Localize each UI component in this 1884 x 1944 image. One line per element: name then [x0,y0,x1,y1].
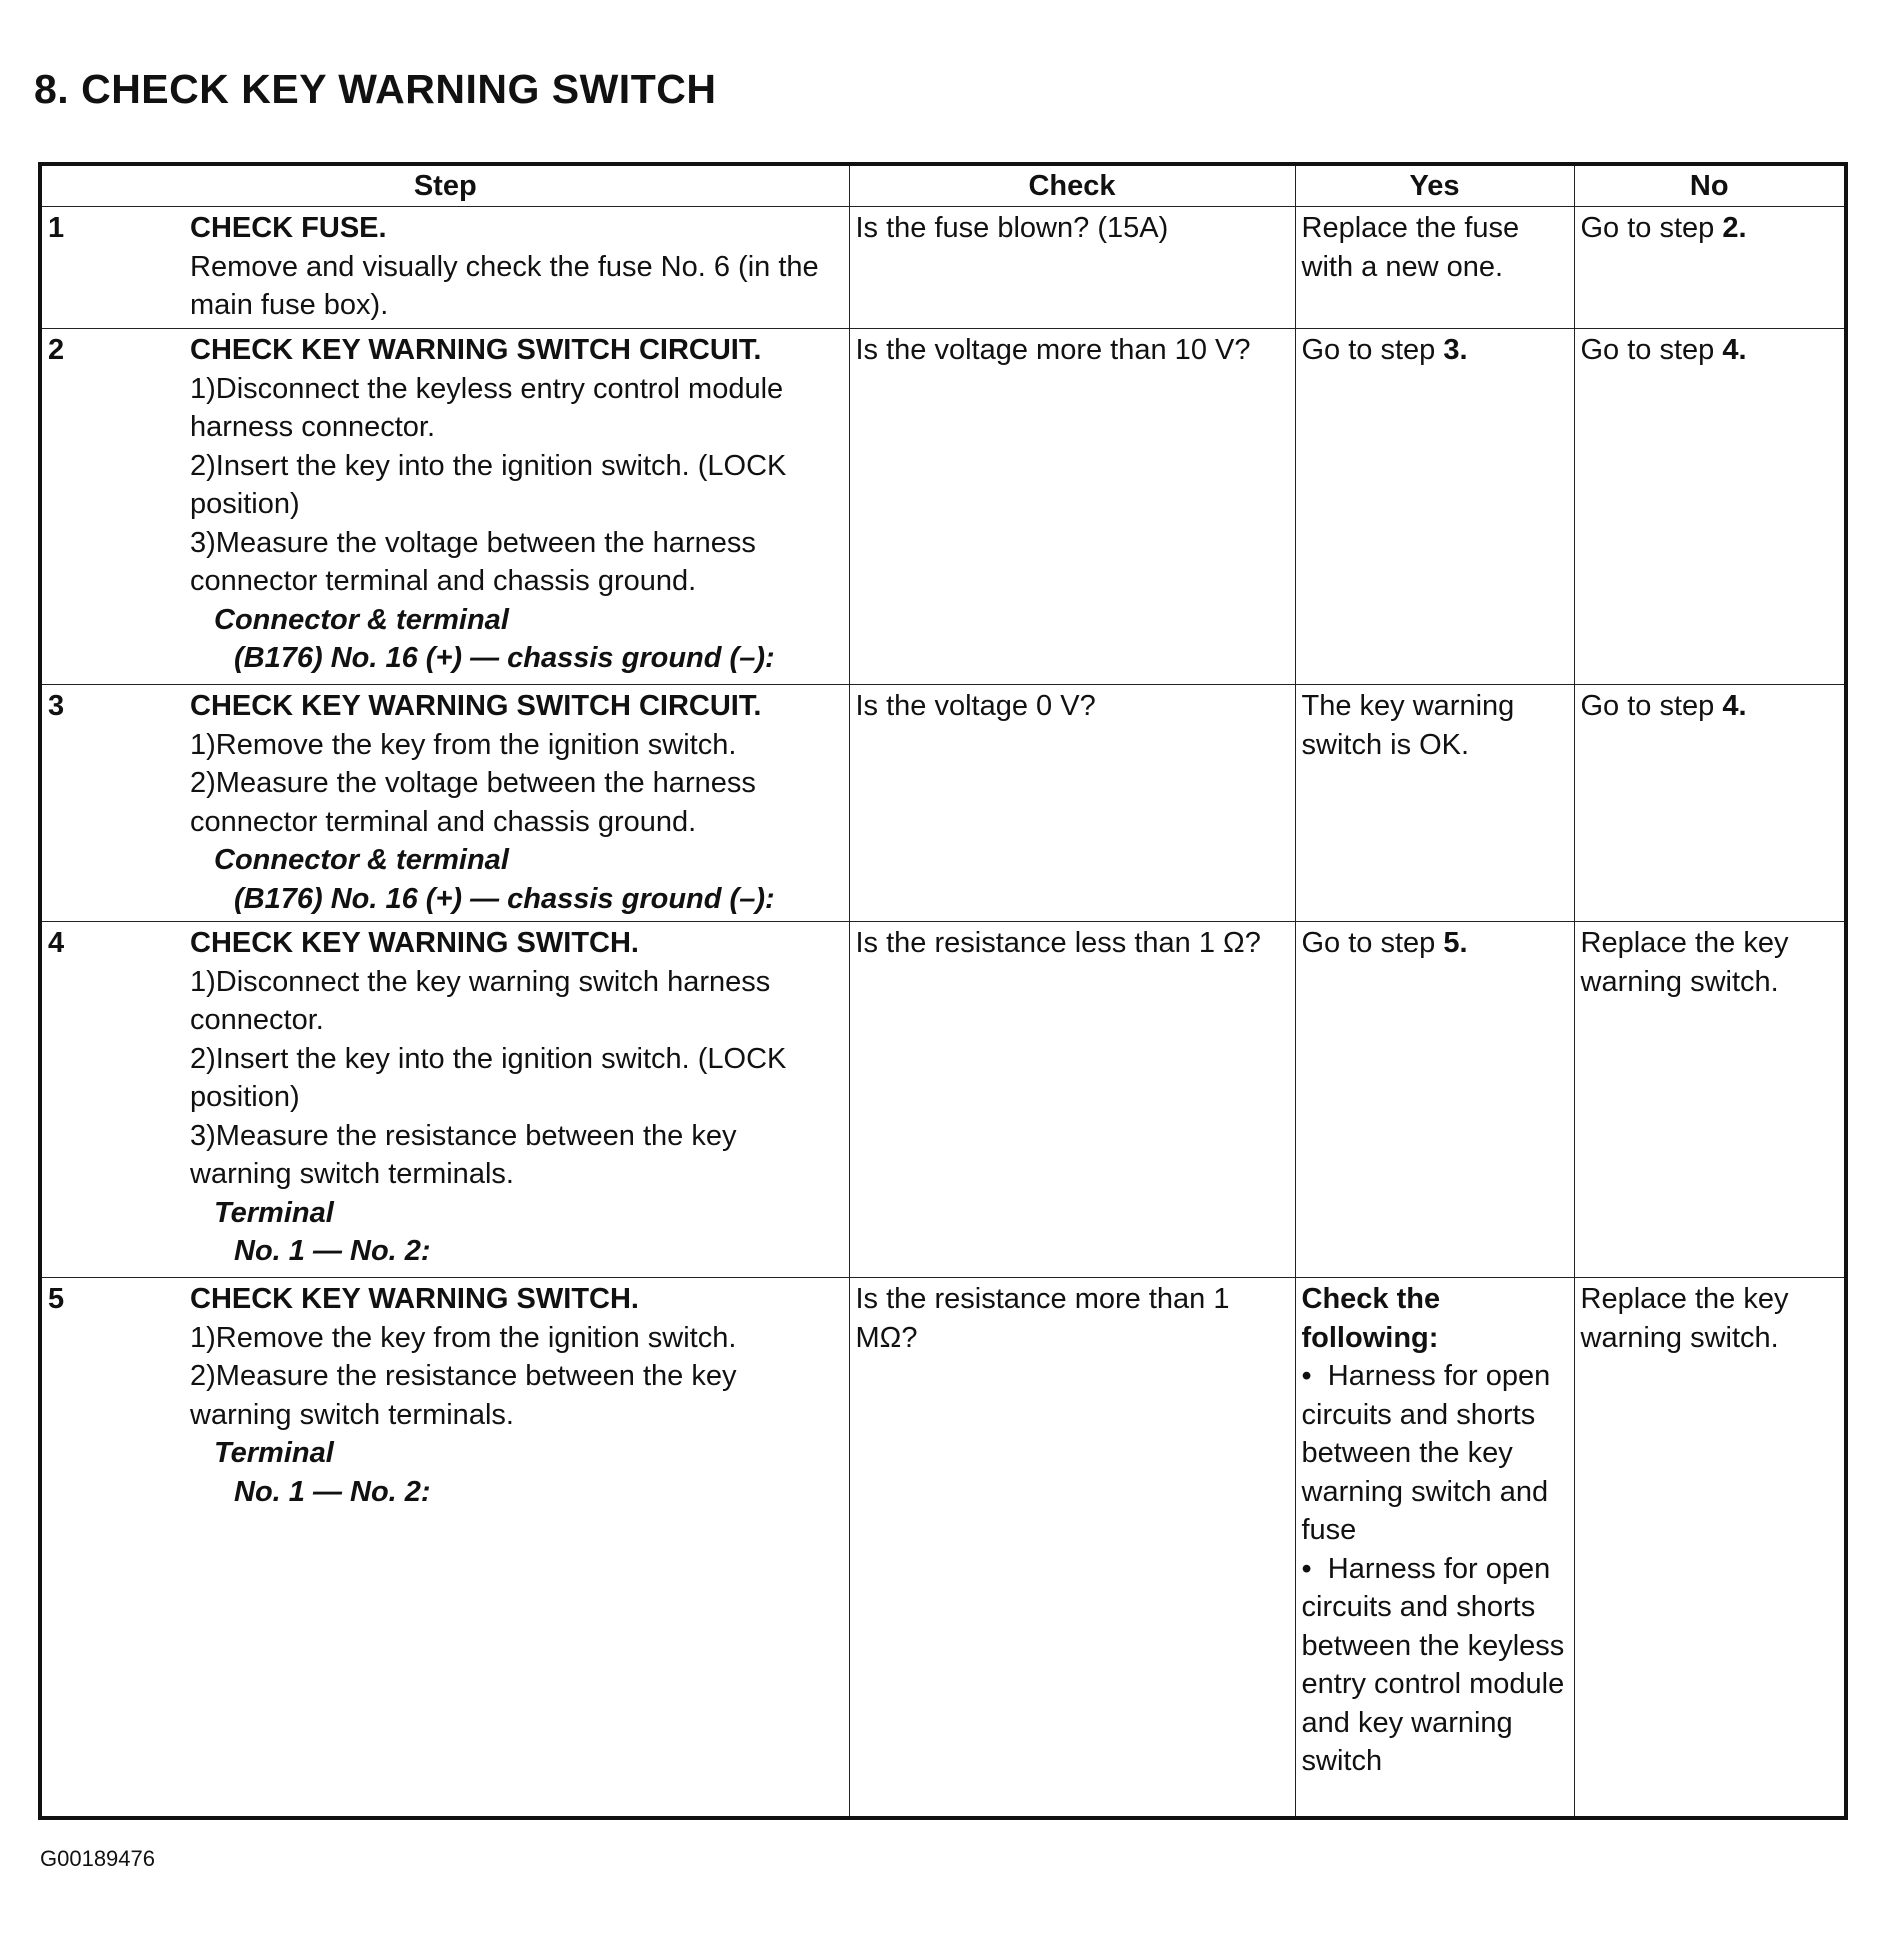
yes-bullet-item [1302,1550,1568,1781]
header-yes: Yes [1295,164,1574,207]
page-title: 8. CHECK KEY WARNING SWITCH [34,66,717,112]
terminal-label: Terminal [214,1196,334,1229]
bullet-text: Harness for open circuits and shorts between the key warning switch and fuse [1301,1360,1551,1546]
step-title: CHECK KEY WARNING SWITCH CIRCUIT. [190,690,762,722]
no-text: Go to step [1580,212,1723,244]
check-cell: Is the resistance more than 1 MΩ? [849,1278,1295,1818]
no-cell [1574,207,1846,329]
step-number: 1 [40,207,190,329]
check-cell: Is the voltage more than 10 V? [849,329,1295,685]
yes-cell: The key warning switch is OK. [1295,685,1574,922]
bullet-text: Harness for open circuits and shorts between the keyless entry control module and key warning switch [1301,1552,1565,1777]
no-cell: Replace the key warning switch. [1574,922,1846,1278]
table-row [40,1278,1846,1818]
step-instruction: 2)Measure the voltage between the harness connector terminal and chassis ground. [190,767,756,838]
step-instruction: Remove and visually check the fuse No. 6 (in the main fuse box). [190,250,819,321]
no-cell [1574,685,1846,922]
step-number: 3 [40,685,190,922]
yes-text: Go to step [1301,334,1444,366]
table-row [40,922,1846,1278]
step-cell [190,685,849,922]
header-step: Step [40,164,849,207]
step-number: 5 [40,1278,190,1818]
step-instruction: 1)Remove the key from the ignition switch. [190,1321,737,1354]
table-row [40,329,1846,685]
connector-label: Connector & terminal [214,844,509,876]
yes-cell [1295,329,1574,685]
no-cell [1574,329,1846,685]
diagnostic-procedure-table [38,162,1848,1820]
step-cell [190,329,849,685]
yes-text: Go to step [1301,927,1444,959]
step-instruction: 2)Insert the key into the ignition switch. (LOCK position) [190,449,787,520]
step-instruction: 2)Insert the key into the ignition switch. (LOCK position) [190,1042,787,1113]
check-cell: Is the fuse blown? (15A) [849,207,1295,329]
step-title: CHECK FUSE. [190,212,387,244]
terminal-spec: (B176) No. 16 (+) — chassis ground (–): [234,882,775,915]
step-instruction: 3)Measure the resistance between the key warning switch terminals. [190,1119,737,1190]
yes-heading: Check the following: [1301,1283,1441,1354]
step-title: CHECK KEY WARNING SWITCH. [190,1283,639,1315]
terminal-spec: No. 1 — No. 2: [234,1235,431,1267]
step-instruction: 1)Remove the key from the ignition switch. [190,728,737,761]
header-check: Check [849,164,1295,207]
header-no: No [1574,164,1846,207]
table-row [40,685,1846,922]
step-number: 2 [40,329,190,685]
table-header-row [40,164,1846,207]
connector-label: Connector & terminal [214,603,509,636]
no-step-ref: 4. [1722,690,1747,722]
step-instruction: 3)Measure the voltage between the harness connector terminal and chassis ground. [190,526,756,597]
yes-bullet-item [1302,1357,1568,1550]
terminal-spec: No. 1 — No. 2: [234,1475,431,1508]
step-instruction: 1)Disconnect the keyless entry control module harness connector. [190,372,784,443]
no-text: Go to step [1580,690,1723,722]
check-cell: Is the resistance less than 1 Ω? [849,922,1295,1278]
bullet-icon: • [1301,1360,1328,1392]
terminal-spec: (B176) No. 16 (+) — chassis ground (–): [234,642,775,674]
bullet-icon: • [1301,1552,1328,1585]
yes-cell: Replace the fuse with a new one. [1295,207,1574,329]
no-step-ref: 2. [1722,212,1747,244]
yes-cell [1295,922,1574,1278]
no-step-ref: 4. [1722,334,1747,366]
step-instruction: 2)Measure the resistance between the key warning switch terminals. [190,1360,737,1431]
yes-step-ref: 3. [1443,334,1468,366]
yes-cell [1295,1278,1574,1818]
step-title: CHECK KEY WARNING SWITCH. [190,927,639,959]
step-cell [190,922,849,1278]
terminal-label: Terminal [214,1437,334,1469]
table-row [40,207,1846,329]
step-cell [190,207,849,329]
step-title: CHECK KEY WARNING SWITCH CIRCUIT. [190,334,762,366]
yes-step-ref: 5. [1443,927,1468,959]
no-text: Go to step [1580,334,1723,366]
no-cell: Replace the key warning switch. [1574,1278,1846,1818]
step-instruction: 1)Disconnect the key warning switch harness connector. [190,965,771,1036]
step-cell [190,1278,849,1818]
step-number: 4 [40,922,190,1278]
figure-id: G00189476 [40,1846,155,1871]
check-cell: Is the voltage 0 V? [849,685,1295,922]
